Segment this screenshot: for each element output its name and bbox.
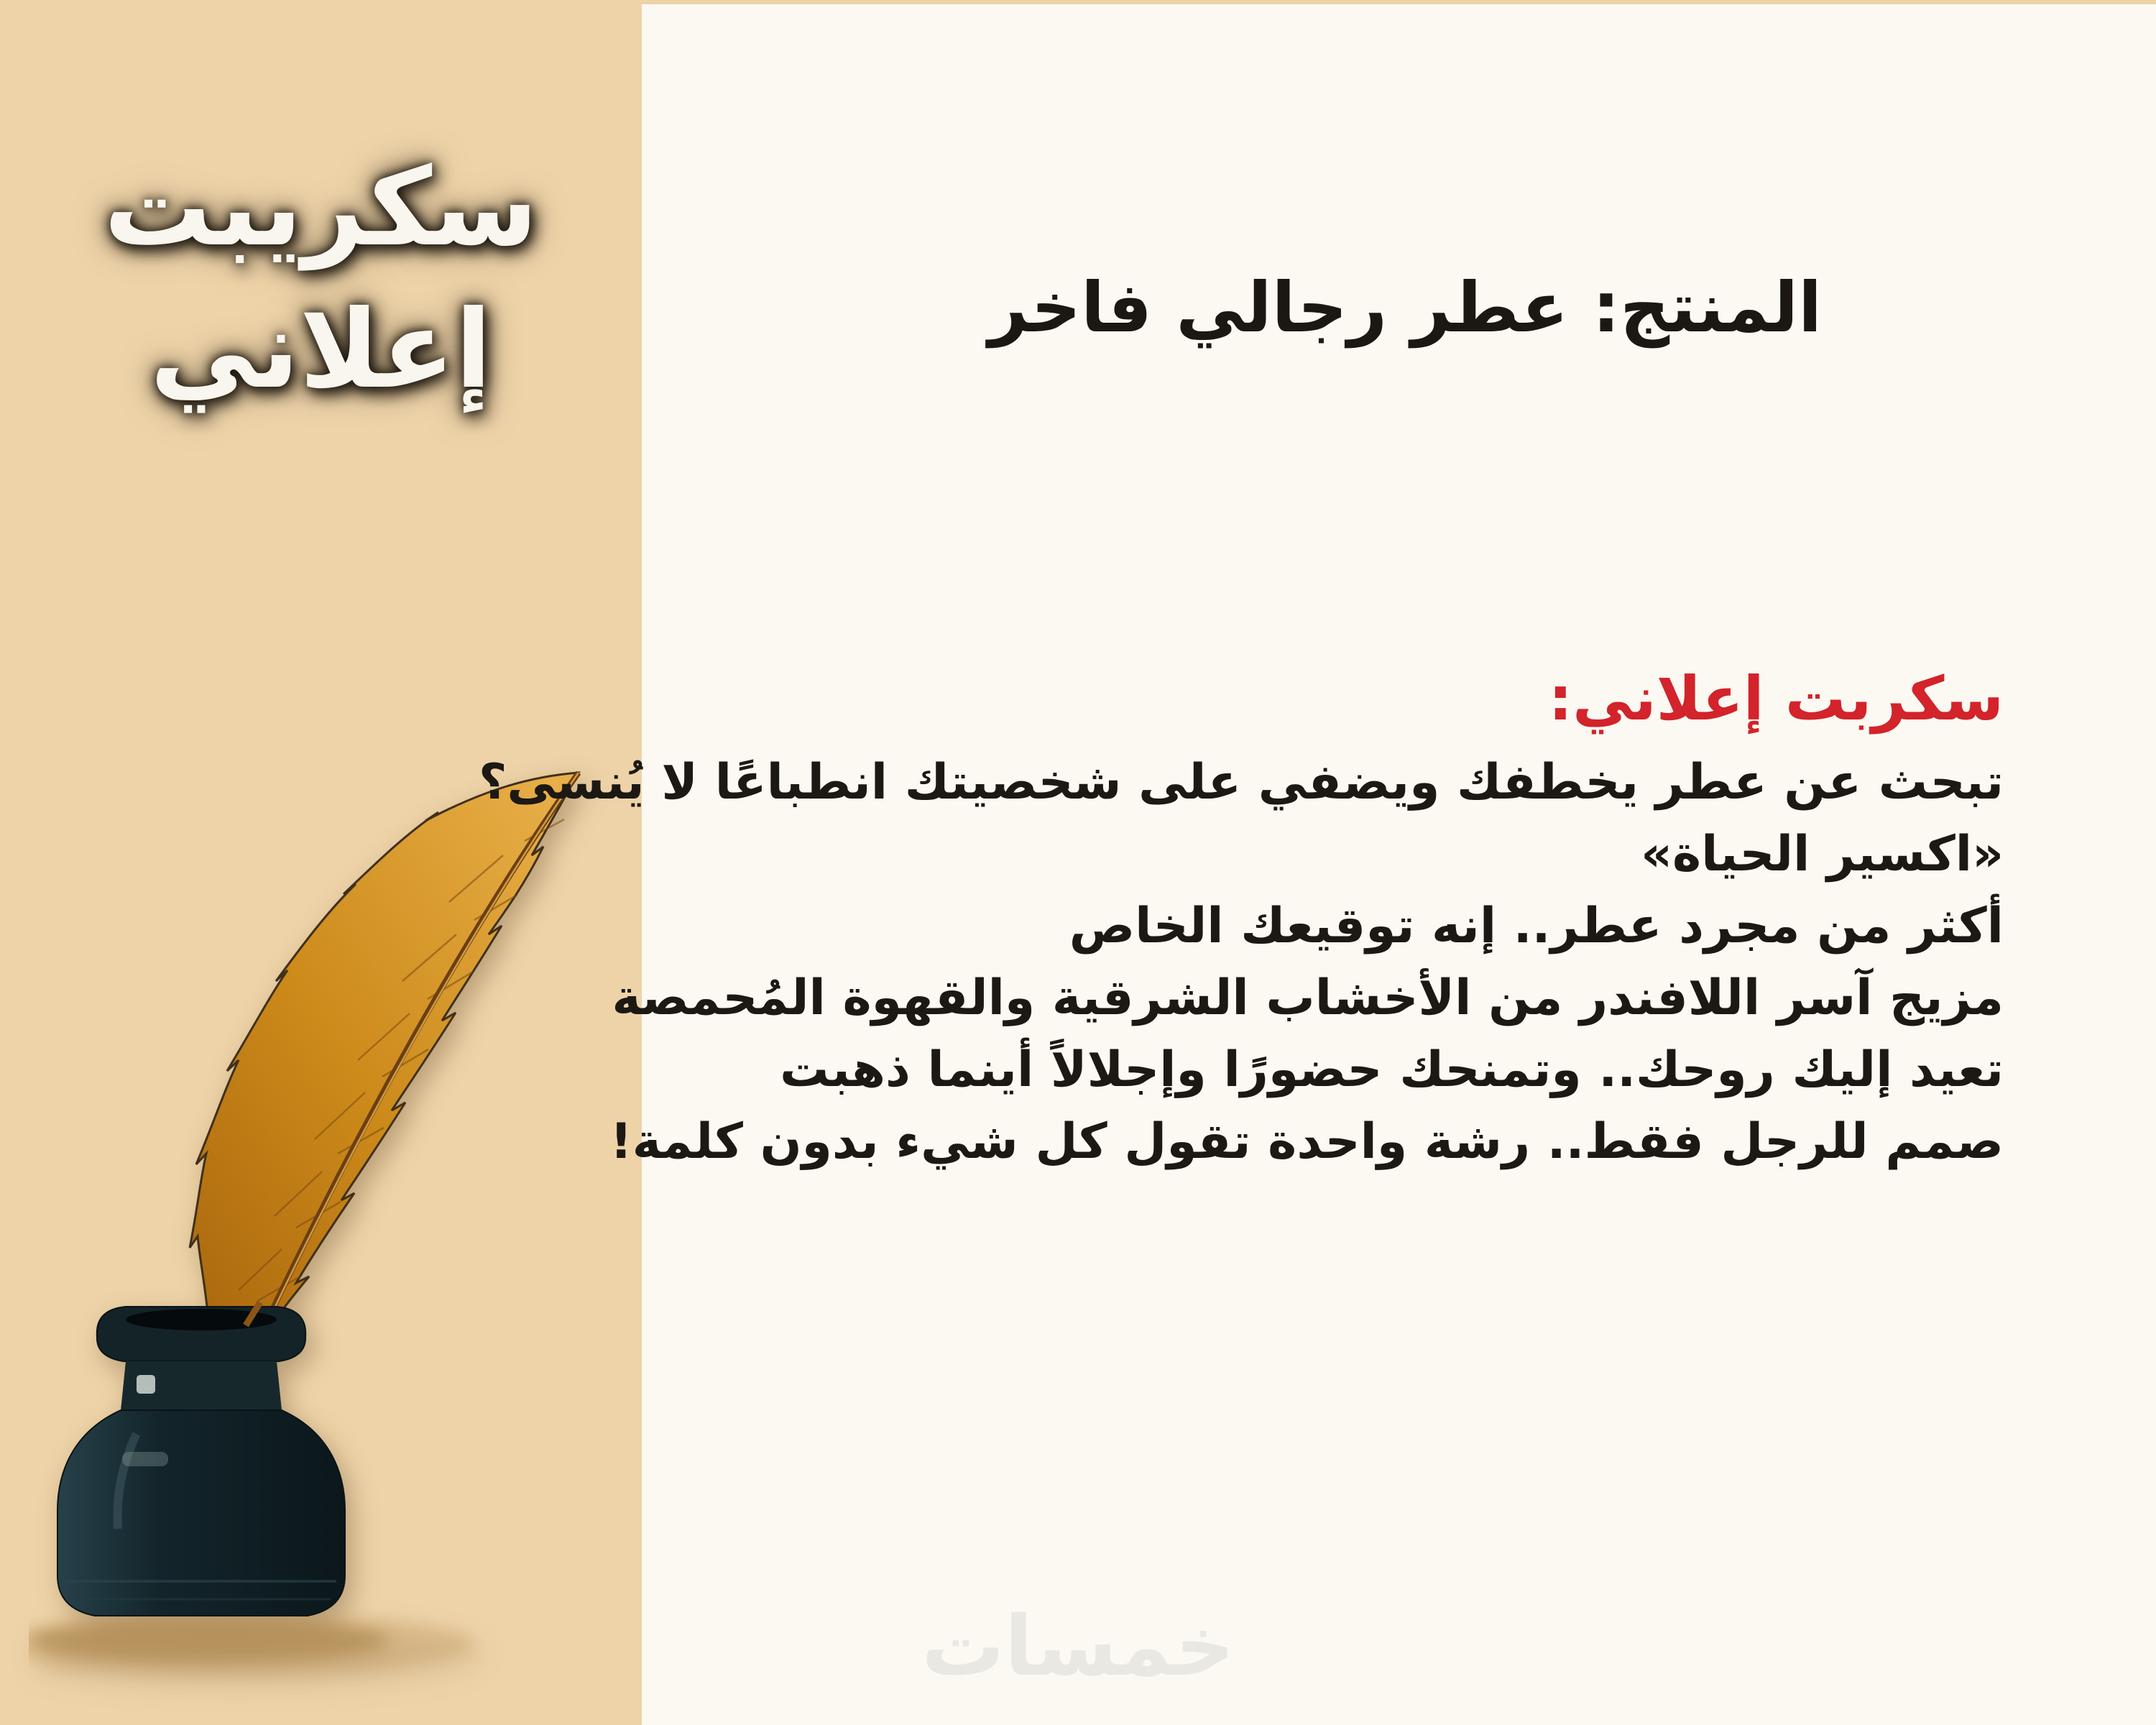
khamsat-watermark: خمسات [921,1598,1235,1695]
script-line: مزيج آسر اللافندر من الأخشاب الشرقية والقهوة المُحمصة [612,969,2004,1026]
script-line: أكثر من مجرد عطر.. إنه توقيعك الخاص [1069,897,2004,954]
side-title [0,137,642,421]
script-line: صمم للرجل فقط.. رشة واحدة تقول كل شيء بدون كلمة! [609,1113,2004,1170]
inkwell [57,1302,345,1616]
script-line: تبحث عن عطر يخطفك ويضفي على شخصيتك انطباعًا لا يُنسى؟ [478,753,2004,811]
script-line: «اكسير الحياة» [1641,825,2004,883]
inkwell-shadow [29,1614,474,1675]
side-title-line2: إعلاني [149,288,492,413]
inkwell-neck-highlight [137,1375,155,1394]
script-line: تعيد إليك روحك.. وتمنحك حضورًا وإجلالاً أينما ذهبت [780,1041,2004,1098]
side-title-line1: سكريبت [103,145,538,270]
script-heading: سكربت إعلاني: [1548,663,2004,734]
product-title: المنتج: عطر رجالي فاخر [988,267,1822,348]
script-block [479,663,2004,1178]
